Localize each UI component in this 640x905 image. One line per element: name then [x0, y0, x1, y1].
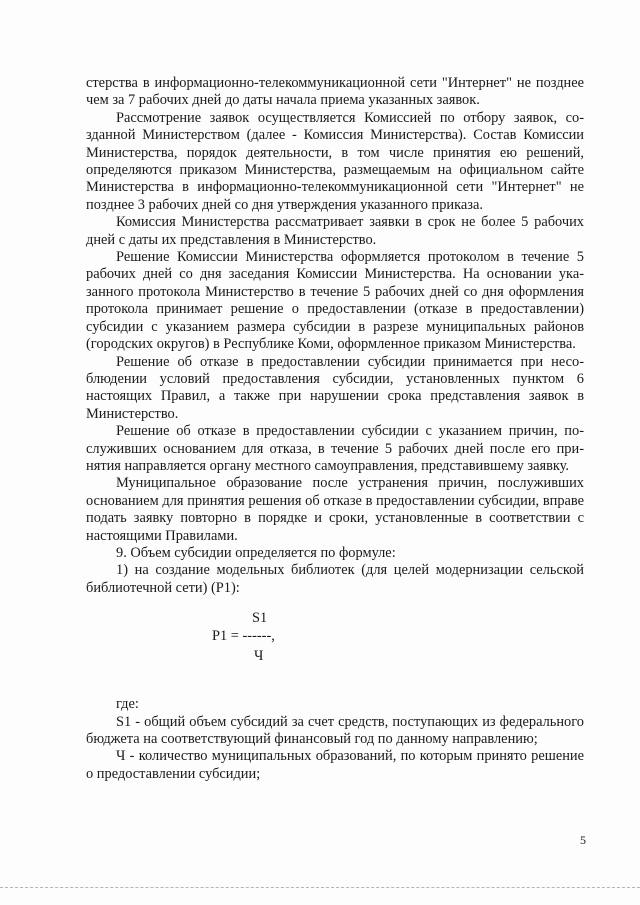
paragraph: Муниципальное образование после устранения причин, послуживших основанием для принятия решения об отказе в предоставлении субсидии, вправе подать заявку повторно в порядке и сроки, установленные в соответствии с настоящими Правилами.: [86, 475, 584, 544]
paragraph: Комиссия Министерства рассматривает заявки в срок не более 5 рабочих дней с даты их представления в Министерство.: [86, 214, 584, 248]
formula-numerator: S1: [252, 610, 268, 627]
scan-edge-line: [0, 887, 640, 888]
document-body: [86, 75, 584, 783]
formula: [86, 608, 584, 680]
paragraph: Решение Комиссии Министерства оформляется протоколом в течение 5 рабочих дней со дня заседания Комиссии Министерства. На основании указанного протокола Министерство в течение 5 рабочих дней со дня оформления протокола принимает решение о предоставлении (отказе в предоставлении) субсидии с указанием размера субсидии в разрезе муниципальных районов (городских округов) в Республике Коми, оформленное приказом Министерства.: [86, 249, 584, 353]
definition: S1 - общий объем субсидий за счет средств, поступающих из федерального бюджета на соответствующий финансовый год по данному направлению;: [86, 713, 584, 747]
formula-lhs: P1 = ------,: [212, 628, 275, 645]
definition: Ч - количество муниципальных образований, по которым принято решение о предоставлении субсидии;: [86, 748, 584, 782]
paragraph: Решение об отказе в предоставлении субсидии с указанием причин, послуживших основанием для отказа, в течение 5 рабочих дней после его принятия направляется органу местного самоуправления, представившему заявку.: [86, 423, 584, 474]
paragraph: Рассмотрение заявок осуществляется Комиссией по отбору заявок, созданной Министерством (далее - Комиссия Министерства). Состав Комиссии Министерства, порядок деятельности, в том числе принятия ею решений, определяются приказом Министерства, размещаемым на официальном сайте Министерства в информационно-телекоммуникационной сети "Интернет" не позднее 3 рабочих дней со дня утверждения указанного приказа.: [86, 109, 584, 213]
formula-denominator: Ч: [254, 648, 264, 665]
paragraph: 1) на создание модельных библиотек (для целей модернизации сельской библиотечной сети) (P1):: [86, 562, 584, 596]
paragraph: 9. Объем субсидии определяется по формуле:: [116, 544, 396, 561]
paragraph: Решение об отказе в предоставлении субсидии принимается при несоблюдении условий предоставления субсидии, установленных пунктом 6 настоящих Правил, а также при нарушении срока представления заявок в Министерство.: [86, 353, 584, 422]
paragraph: стерства в информационно-телекоммуникационной сети "Интернет" не позднее чем за 7 рабочих дней до даты начала приема указанных заявок.: [86, 75, 584, 109]
page-number: 5: [580, 833, 586, 847]
where-label: где:: [116, 696, 139, 713]
